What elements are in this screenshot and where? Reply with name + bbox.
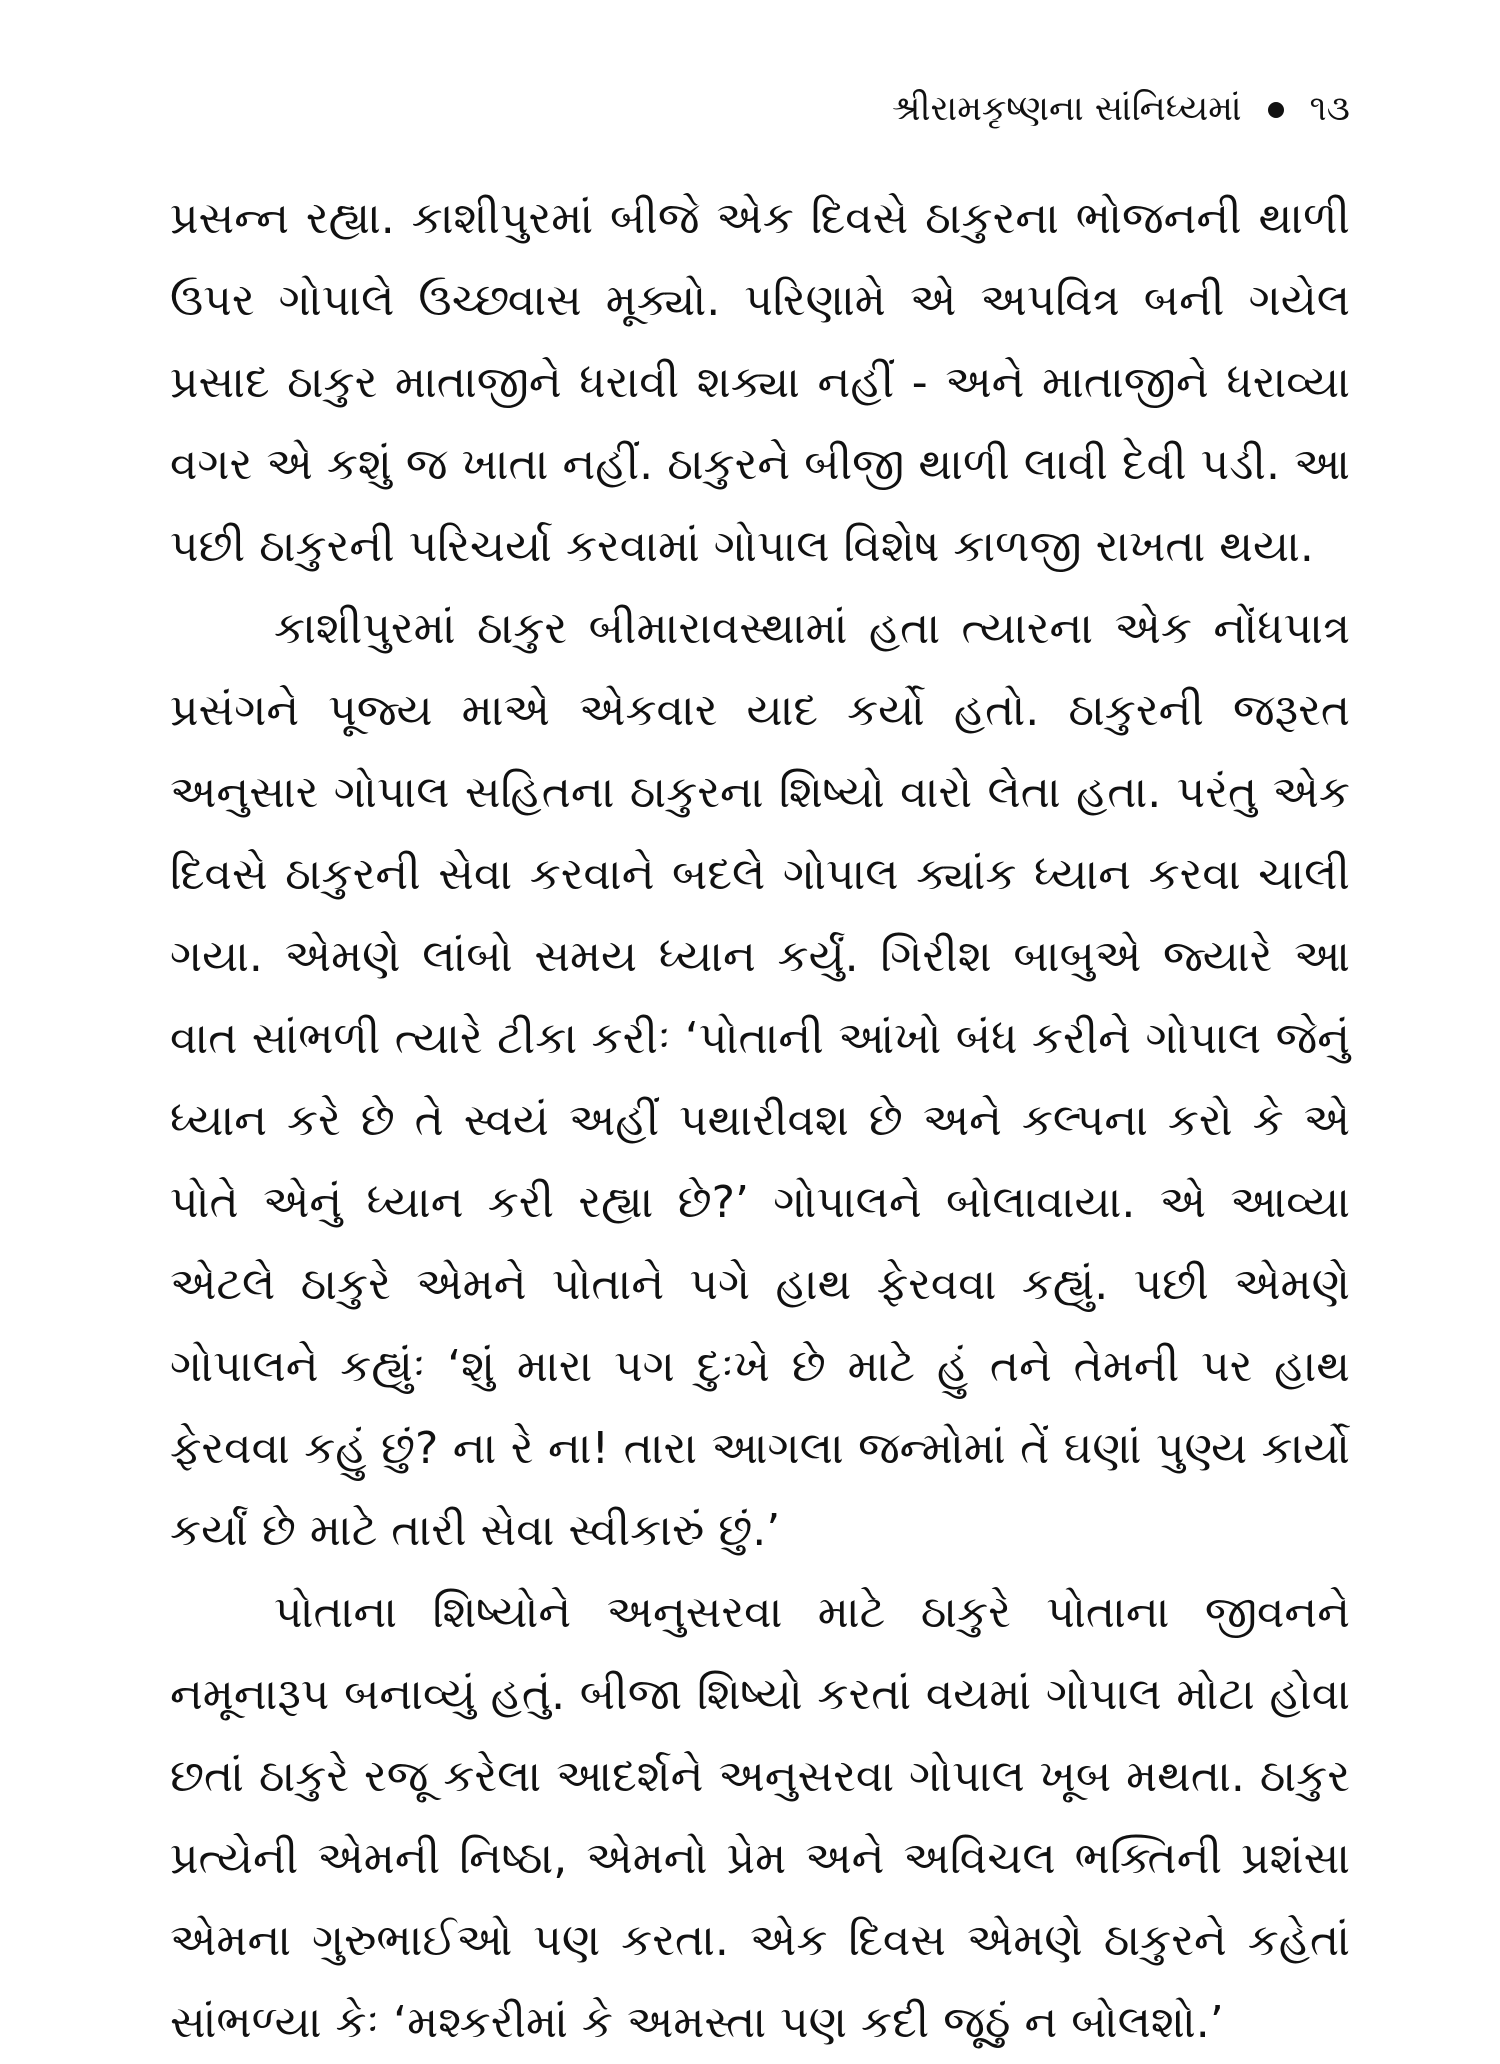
running-title: શ્રીરામકૃષ્ણના સાંનિધ્યમાં (891, 89, 1242, 129)
body-text (170, 178, 1350, 2064)
paragraph-1: પ્રસન્ન રહ્યા. કાશીપુરમાં બીજે એક દિવસે ઠાકુરના ભોજનની થાળી ઉપર ગોપાલે ઉચ્છ્વાસ મૂક્યો. પરિણામે એ અપવિત્ર બની ગયેલ પ્રસાદ ઠાકુર માતાજીને ધરાવી શક્યા નહીં - અને માતાજીને ધરાવ્યા વગર એ કશું જ ખાતા નહીં. ઠાકુરને બીજી થાળી લાવી દેવી પડી. આ પછી ઠાકુરની પરિચર્યા કરવામાં ગોપાલ વિશેષ કાળજી રાખતા થયા. (170, 193, 1350, 572)
bullet-separator (1268, 102, 1284, 118)
running-head (891, 89, 1350, 129)
paragraph-2: કાશીપુરમાં ઠાકુર બીમારાવસ્થામાં હતા ત્યારના એક નોંધપાત્ર પ્રસંગને પૂજ્ય માએ એકવાર યાદ કર્યો હતો. ઠાકુરની જરૂરત અનુસાર ગોપાલ સહિતના ઠાકુરના શિષ્યો વારો લેતા હતા. પરંતુ એક દિવસે ઠાકુરની સેવા કરવાને બદલે ગોપાલ ક્યાંક ધ્યાન કરવા ચાલી ગયા. એમણે લાંબો સમય ધ્યાન કર્યું. ગિરીશ બાબુએ જ્યારે આ વાત સાંભળી ત્યારે ટીકા કરીઃ ‘પોતાની આંખો બંધ કરીને ગોપાલ જેનું ધ્યાન કરે છે તે સ્વયં અહીં પથારીવશ છે અને કલ્પના કરો કે એ પોતે એનું ધ્યાન કરી રહ્યા છે?’ ગોપાલને બોલાવાયા. એ આવ્યા એટલે ઠાકુરે એમને પોતાને પગે હાથ ફેરવવા કહ્યું. પછી એમણે ગોપાલને કહ્યુંઃ ‘શું મારા પગ દુઃખે છે માટે હું તને તેમની પર હાથ ફેરવવા કહું છું? ના રે ના! તારા આગલા જન્મોમાં તેં ઘણાં પુણ્ય કાર્યો કર્યાં છે માટે તારી સેવા સ્વીકારું છું.’ (170, 603, 1350, 1556)
paragraph-3: પોતાના શિષ્યોને અનુસરવા માટે ઠાકુરે પોતાના જીવનને નમૂનારૂપ બનાવ્યું હતું. બીજા શિષ્યો કરતાં વયમાં ગોપાલ મોટા હોવા છતાં ઠાકુરે રજૂ કરેલા આદર્શને અનુસરવા ગોપાલ ખૂબ મથતા. ઠાકુર પ્રત્યેની એમની નિષ્ઠા, એમનો પ્રેમ અને અવિચલ ભક્તિની પ્રશંસા એમના ગુરુભાઈઓ પણ કરતા. એક દિવસ એમણે ઠાકુરને કહેતાં સાંભળ્યા કેઃ ‘મશ્કરીમાં કે અમસ્તા પણ કદી જૂઠું ન બોલશો.’ (170, 1587, 1350, 2048)
page-number: ૧૩ (1309, 89, 1350, 129)
